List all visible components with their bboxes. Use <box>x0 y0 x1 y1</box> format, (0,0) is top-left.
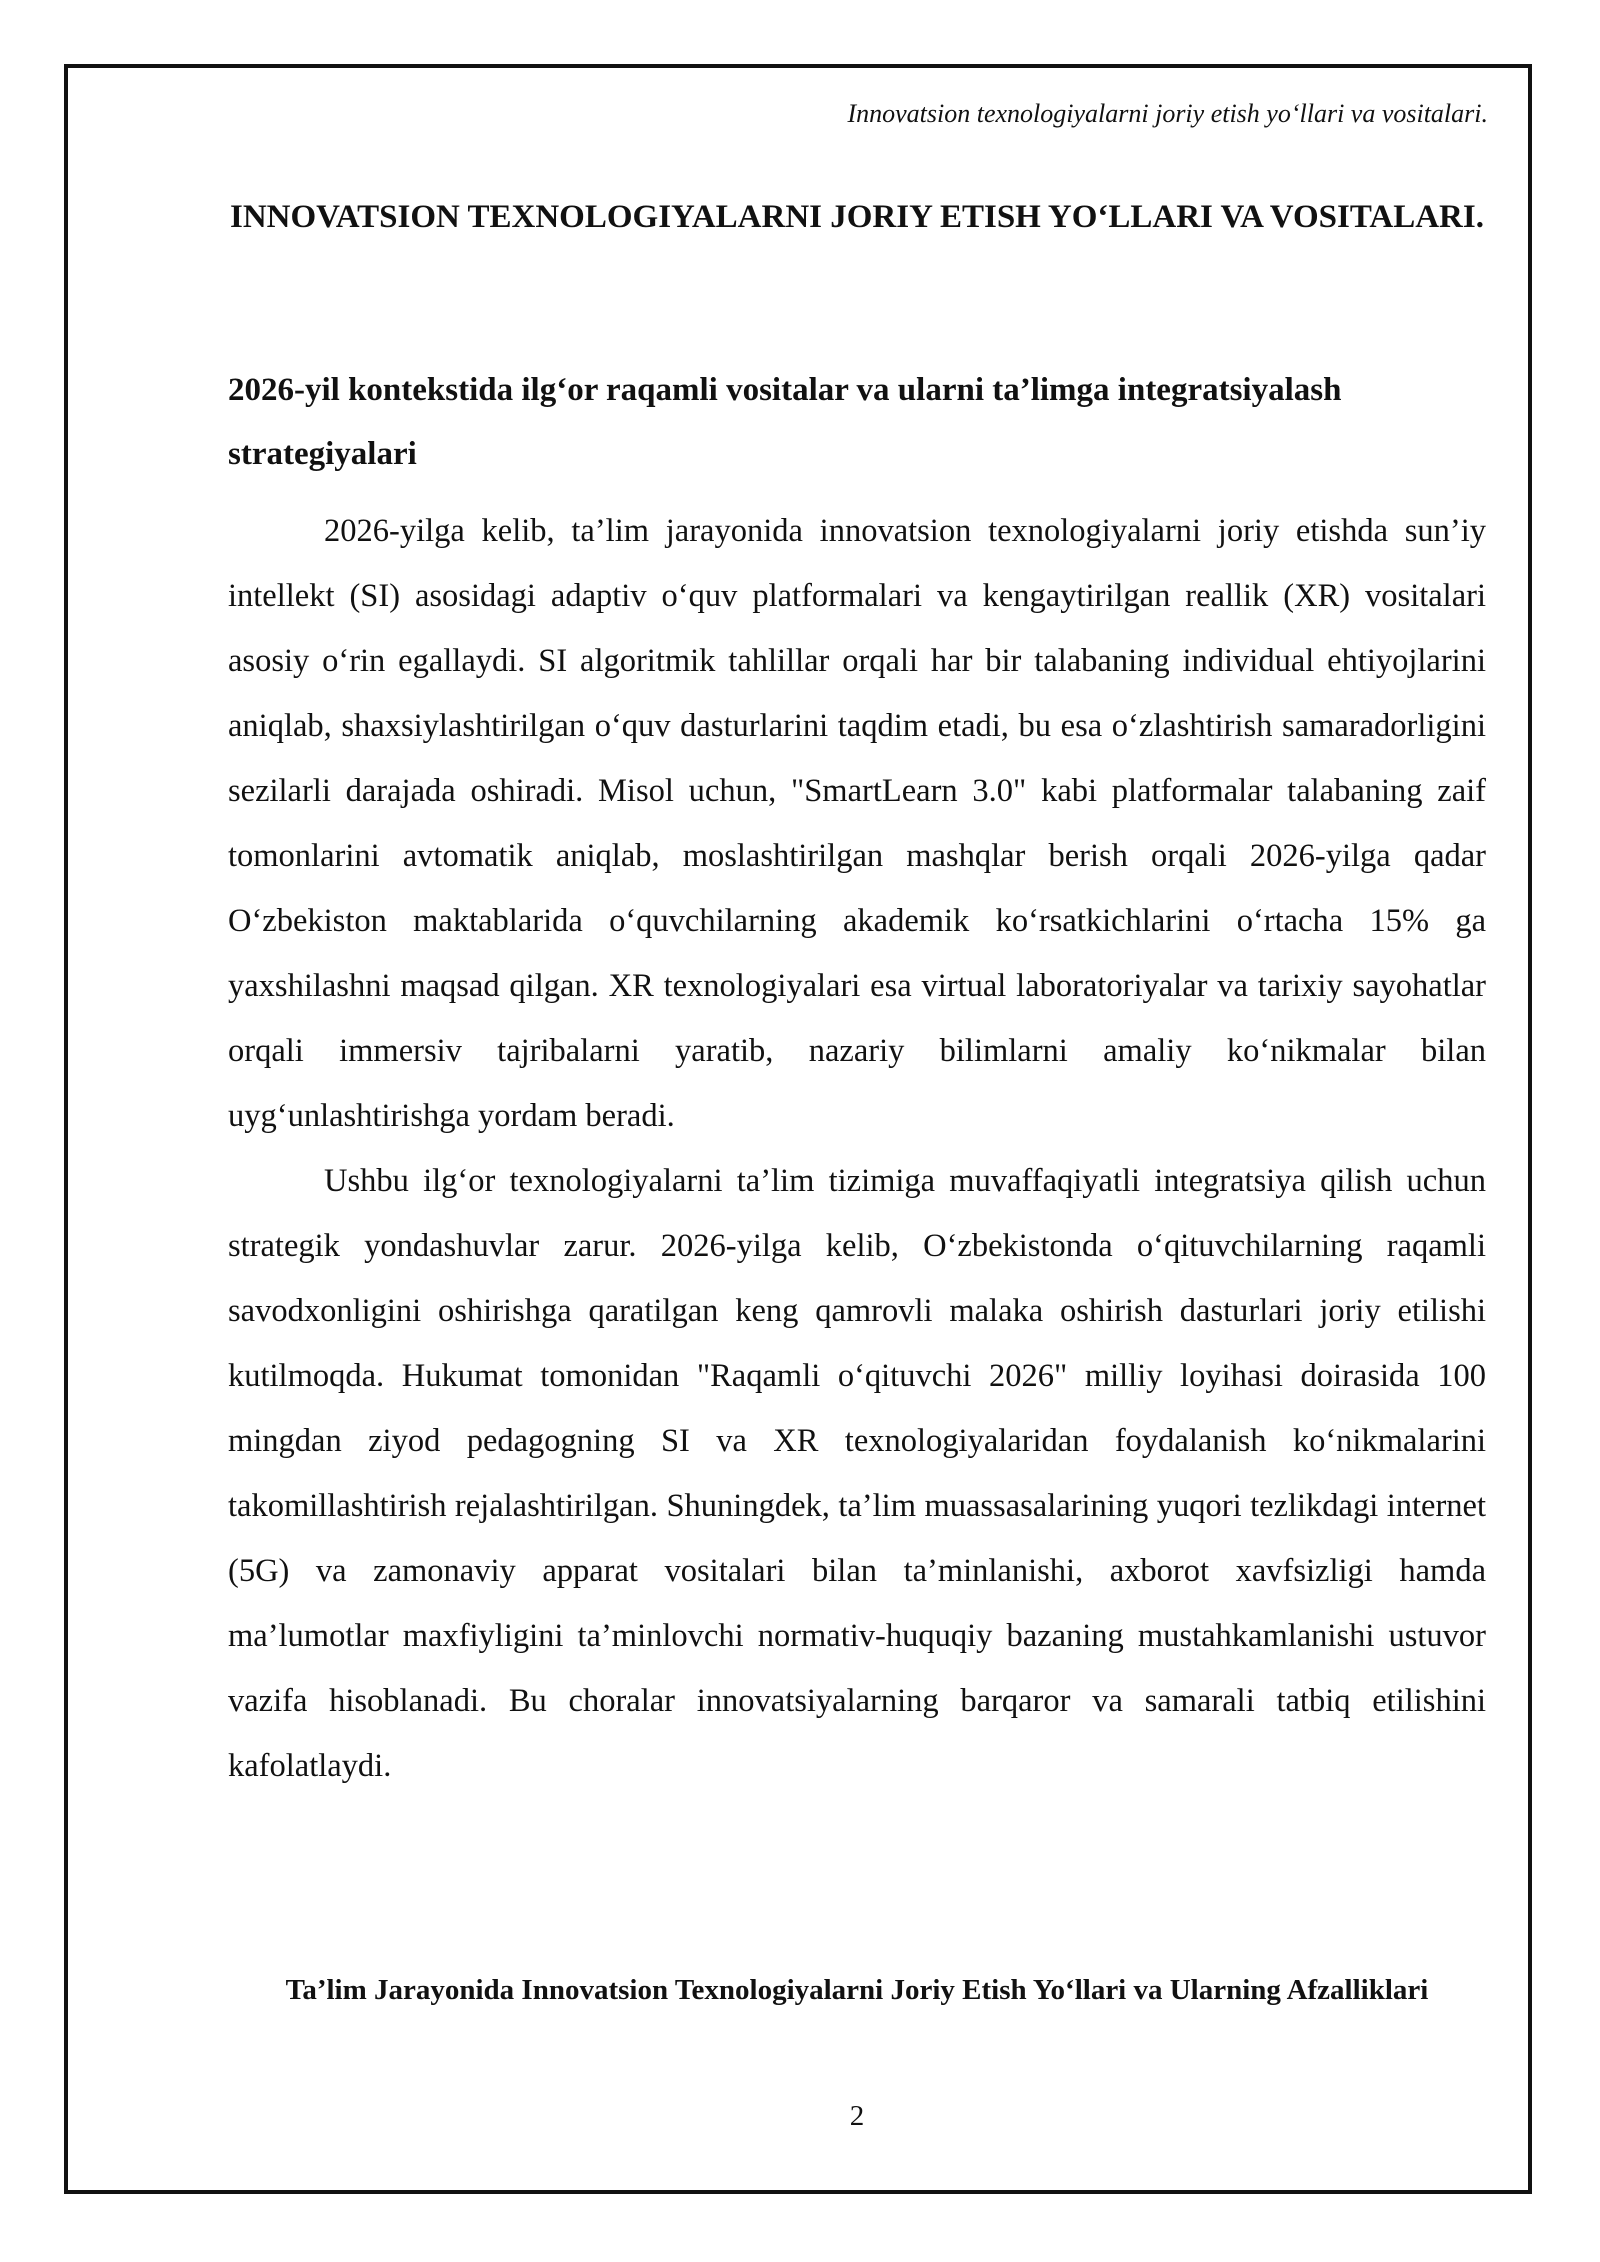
paragraph: Ushbu ilg‘or texnologiyalarni ta’lim tizimiga muvaffaqiyatli integratsiya qilish uchun strategik yondashuvlar zarur. 2026-yilga kelib, O‘zbekistonda o‘qituvchilarning raqamli savodxonligini oshirishga qaratilgan keng qamrovli malaka oshirish dasturlari joriy etilishi kutilmoqda. Hukumat tomonidan "Raqamli o‘qituvchi 2026" milliy loyihasi doirasida 100 mingdan ziyod pedagogning SI va XR texnologiyalaridan foydalanish ko‘nikmalarini takomillashtirish rejalashtirilgan. Shuningdek, ta’lim muassasalarining yuqori tezlikdagi internet (5G) va zamonaviy apparat vositalari bilan ta’minlanishi, axborot xavfsizligi hamda ma’lumotlar maxfiyligini ta’minlovchi normativ-huquqiy bazaning mustahkamlanishi ustuvor vazifa hisoblanadi. Bu choralar innovatsiyalarning barqaror va samarali tatbiq etilishini kafolatlaydi. <box>228 1163 1486 1784</box>
document-title: INNOVATSION TEXNOLOGIYALARNI JORIY ETISH YO‘LLARI VA VOSITALARI. <box>230 199 1484 235</box>
running-header: Innovatsion texnologiyalarni joriy etish yo‘llari va vositalari. <box>847 99 1488 128</box>
paragraph: 2026-yilga kelib, ta’lim jarayonida innovatsion texnologiyalarni joriy etishda sun’iy intellekt (SI) asosidagi adaptiv o‘quv platformalari va kengaytirilgan reallik (XR) vositalari asosiy o‘rin egallaydi. SI algoritmik tahlillar orqali har bir talabaning individual ehtiyojlarini aniqlab, shaxsiylashtirilgan o‘quv dasturlarini taqdim etadi, bu esa o‘zlashtirish samaradorligini sezilarli darajada oshiradi. Misol uchun, "SmartLearn 3.0" kabi platformalar talabaning zaif tomonlarini avtomatik aniqlab, moslashtirilgan mashqlar berish orqali 2026-yilga qadar O‘zbekiston maktablarida o‘quvchilarning akademik ko‘rsatkichlarini o‘rtacha 15% ga yaxshilashni maqsad qilgan. XR texnologiyalari esa virtual laboratoriyalar va tarixiy sayohatlar orqali immersiv tajribalarni yaratib, nazariy bilimlarni amaliy ko‘nikmalar bilan uyg‘unlashtirishga yordam beradi. <box>228 513 1486 1134</box>
section-heading: Ta’lim Jarayonida Innovatsion Texnologiyalarni Joriy Etish Yo‘llari va Ularning Afzalliklari <box>285 1974 1429 2006</box>
document-subtitle: 2026-yil kontekstida ilg‘or raqamli vositalar va ularni ta’limga integratsiyalash strategiyalari <box>228 372 1342 472</box>
page-number: 2 <box>849 2100 865 2132</box>
body-text <box>228 499 1486 1799</box>
